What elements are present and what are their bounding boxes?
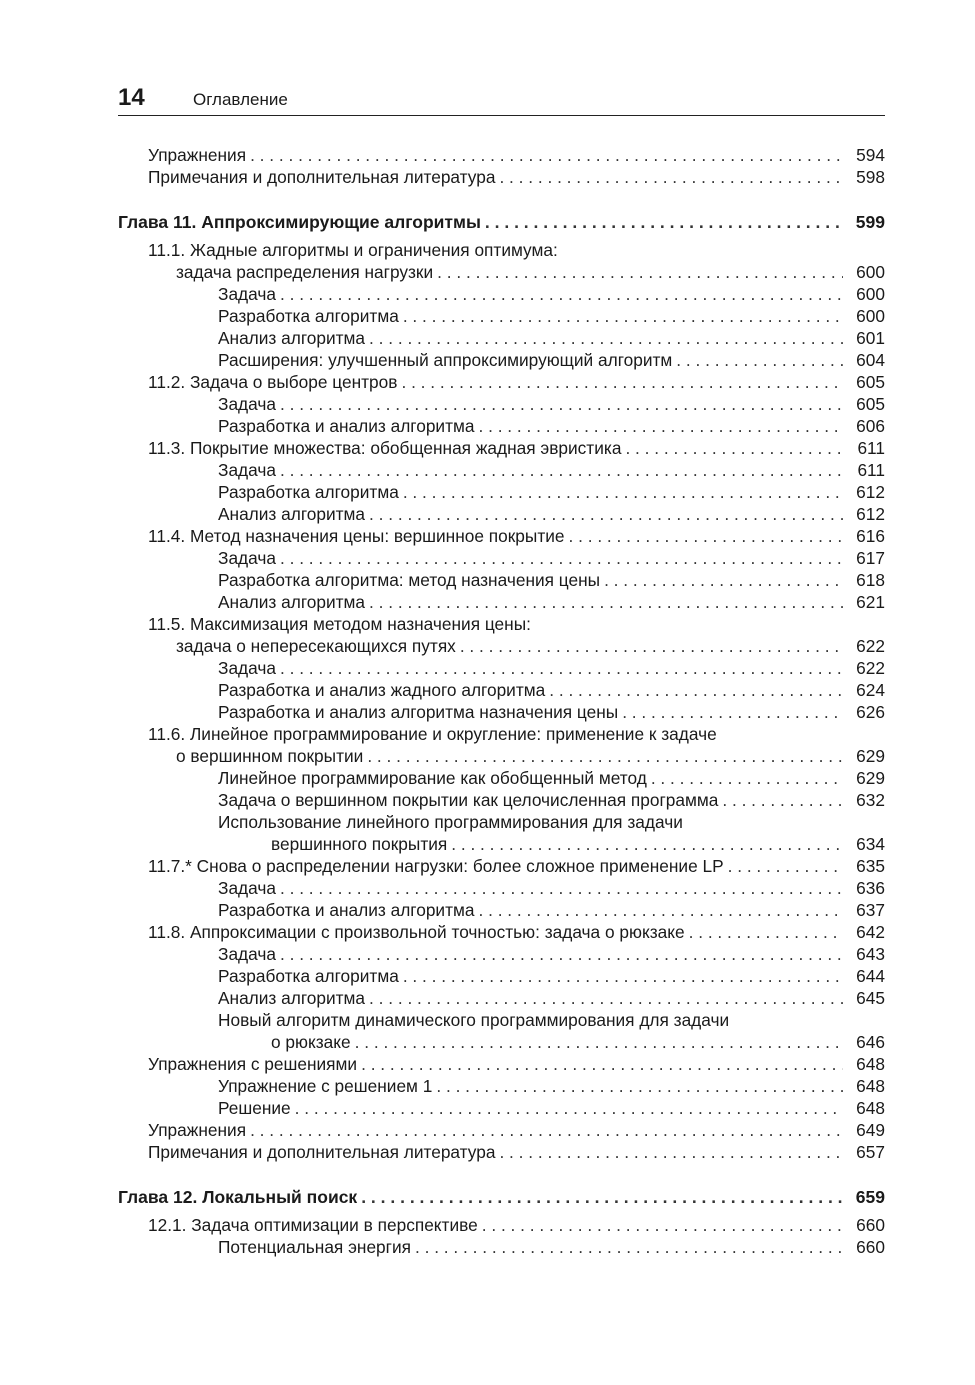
dot-leader: [367, 745, 843, 767]
dot-leader: [482, 1214, 843, 1236]
toc-page-number: 648: [843, 1075, 885, 1097]
toc-entry: [118, 1119, 885, 1141]
toc-entry-title: Анализ алгоритма: [218, 327, 369, 349]
dot-leader: [479, 415, 844, 437]
dot-leader: [403, 305, 843, 327]
toc-entry-title: вершинного покрытия: [271, 833, 451, 855]
toc-page-number: 611: [843, 459, 885, 481]
toc-entry: [118, 503, 885, 525]
dot-leader: [569, 525, 843, 547]
toc-entry-title: Разработка и анализ алгоритма: [218, 899, 479, 921]
toc-entry: [118, 745, 885, 767]
toc-page-number: 644: [843, 965, 885, 987]
toc-page-number: 648: [843, 1053, 885, 1075]
toc-entry-title: Решение: [218, 1097, 295, 1119]
toc-entry-title: Потенциальная энергия: [218, 1236, 415, 1258]
toc-entry-title: 11.4. Метод назначения цены: вершинное покрытие: [148, 525, 569, 547]
toc-entry-title: Разработка алгоритма: [218, 305, 403, 327]
toc-entry: [118, 1141, 885, 1163]
toc-entry-title: Анализ алгоритма: [218, 503, 369, 525]
toc-entry: [118, 899, 885, 921]
toc-page-number: 660: [843, 1236, 885, 1258]
dot-leader: [689, 921, 843, 943]
toc-entry: [118, 261, 885, 283]
toc-entry: [118, 305, 885, 327]
toc-entry: [118, 415, 885, 437]
toc-entry-title: задача распределения нагрузки: [176, 261, 437, 283]
toc-entry: [118, 657, 885, 679]
toc-entry-title: Использование линейного программирования для задачи: [218, 811, 687, 833]
dot-leader: [549, 679, 843, 701]
dot-leader: [250, 144, 843, 166]
dot-leader: [280, 459, 843, 481]
toc-entry-title: Разработка и анализ алгоритма назначения цены: [218, 701, 622, 723]
toc-entry-title: 11.1. Жадные алгоритмы и ограничения оптимума:: [148, 239, 562, 261]
toc-page-number: 617: [843, 547, 885, 569]
dot-leader: [280, 657, 843, 679]
toc-entry: [118, 459, 885, 481]
toc-page-number: 618: [843, 569, 885, 591]
dot-leader: [479, 899, 844, 921]
toc-entry-title: Глава 12. Локальный поиск: [118, 1186, 361, 1208]
toc-entry-title: 11.6. Линейное программирование и округление: применение к задаче: [148, 723, 721, 745]
dot-leader: [651, 767, 843, 789]
toc-entry: [118, 327, 885, 349]
toc-page-number: 648: [843, 1097, 885, 1119]
toc-entry-title: 11.5. Максимизация методом назначения цены:: [148, 613, 535, 635]
toc-page-number: 621: [843, 591, 885, 613]
toc-entry: [118, 701, 885, 723]
toc-page-number: 632: [843, 789, 885, 811]
toc-entry-title: Анализ алгоритма: [218, 987, 369, 1009]
toc-entry: [118, 679, 885, 701]
toc-page-number: 605: [843, 393, 885, 415]
toc-page-number: 598: [843, 166, 885, 188]
toc-entry-title: Задача: [218, 393, 280, 415]
toc-entry-title: Расширения: улучшенный аппроксимирующий алгоритм: [218, 349, 676, 371]
dot-leader: [722, 789, 843, 811]
dot-leader: [280, 283, 843, 305]
dot-leader: [401, 371, 843, 393]
toc-entry: [118, 921, 885, 943]
toc-page-number: 660: [843, 1214, 885, 1236]
toc-entry-title: задача о непересекающихся путях: [176, 635, 460, 657]
toc-page-number: 612: [843, 503, 885, 525]
toc-entry-title: 11.8. Аппроксимации с произвольной точностью: задача о рюкзаке: [148, 921, 689, 943]
dot-leader: [604, 569, 843, 591]
toc-entry-title: Глава 11. Аппроксимирующие алгоритмы: [118, 211, 485, 233]
toc-entry-title: Новый алгоритм динамического программирования для задачи: [218, 1009, 733, 1031]
toc-page-number: 616: [843, 525, 885, 547]
toc-page-number: 624: [843, 679, 885, 701]
toc-entry: [118, 239, 885, 261]
toc-page-number: 649: [843, 1119, 885, 1141]
toc-entry-title: Разработка и анализ жадного алгоритма: [218, 679, 549, 701]
toc-page-number: 594: [843, 144, 885, 166]
toc-page-number: 622: [843, 657, 885, 679]
toc-page-number: 612: [843, 481, 885, 503]
toc-page-number: 629: [843, 745, 885, 767]
dot-leader: [280, 547, 843, 569]
dot-leader: [369, 327, 843, 349]
toc-page-number: 611: [843, 437, 885, 459]
toc-page-number: 600: [843, 283, 885, 305]
toc-entry: [118, 1053, 885, 1075]
toc-page-number: 600: [843, 305, 885, 327]
toc-entry-title: о рюкзаке: [271, 1031, 355, 1053]
toc-entry: [118, 635, 885, 657]
toc-entry-title: Разработка алгоритма: метод назначения цены: [218, 569, 604, 591]
dot-leader: [437, 261, 843, 283]
toc-entry-title: Разработка и анализ алгоритма: [218, 415, 479, 437]
toc-entry: [118, 166, 885, 188]
dot-leader: [250, 1119, 843, 1141]
toc-entry: [118, 371, 885, 393]
dot-leader: [403, 481, 843, 503]
toc-page-number: 605: [843, 371, 885, 393]
toc-entry: [118, 547, 885, 569]
dot-leader: [728, 855, 843, 877]
toc-entry-title: Упражнения: [148, 1119, 250, 1141]
toc-entry: [118, 481, 885, 503]
toc-page-number: 629: [843, 767, 885, 789]
toc-page-number: 643: [843, 943, 885, 965]
toc-entry-title: Упражнение с решением 1: [218, 1075, 436, 1097]
toc-page-number: 645: [843, 987, 885, 1009]
toc-entry: [118, 613, 885, 635]
toc-page-number: 636: [843, 877, 885, 899]
toc-entry: [118, 855, 885, 877]
dot-leader: [355, 1031, 843, 1053]
toc-entry-title: 11.7.* Снова о распределении нагрузки: более сложное применение LP: [148, 855, 728, 877]
toc-entry: [118, 767, 885, 789]
toc-page-number: 622: [843, 635, 885, 657]
toc-entry-title: 11.2. Задача о выборе центров: [148, 371, 401, 393]
toc-entry: [118, 723, 885, 745]
page-number: 14: [118, 84, 145, 111]
toc-entry-title: Анализ алгоритма: [218, 591, 369, 613]
toc-page-number: 646: [843, 1031, 885, 1053]
toc-entry-title: Задача: [218, 877, 280, 899]
dot-leader: [369, 987, 843, 1009]
toc-page-number: 606: [843, 415, 885, 437]
toc-entry: [118, 1009, 885, 1031]
dot-leader: [625, 437, 843, 459]
dot-leader: [415, 1236, 843, 1258]
toc-entry: [118, 525, 885, 547]
toc-entry: [118, 393, 885, 415]
dot-leader: [499, 166, 843, 188]
toc-chapter-entry: [118, 211, 885, 233]
toc-chapter-entry: [118, 1186, 885, 1208]
toc-entry: [118, 1097, 885, 1119]
toc-entry: [118, 591, 885, 613]
dot-leader: [622, 701, 843, 723]
toc-entry: [118, 144, 885, 166]
toc-entry-title: Упражнения: [148, 144, 250, 166]
toc-entry: [118, 833, 885, 855]
toc-entry-title: Разработка алгоритма: [218, 965, 403, 987]
toc-entry-title: Задача: [218, 943, 280, 965]
toc-entry-title: 12.1. Задача оптимизации в перспективе: [148, 1214, 482, 1236]
toc-entry: [118, 877, 885, 899]
toc-entry-title: Примечания и дополнительная литература: [148, 1141, 499, 1163]
toc-entry-title: Задача: [218, 283, 280, 305]
toc-entry-title: Задача: [218, 547, 280, 569]
toc-entry: [118, 349, 885, 371]
dot-leader: [361, 1053, 843, 1075]
toc-entry: [118, 437, 885, 459]
dot-leader: [499, 1141, 843, 1163]
toc-page-number: 600: [843, 261, 885, 283]
dot-leader: [369, 503, 843, 525]
toc-entry-title: 11.3. Покрытие множества: обобщенная жадная эвристика: [148, 437, 625, 459]
running-title: Оглавление: [193, 90, 288, 109]
toc-entry: [118, 569, 885, 591]
dot-leader: [280, 393, 843, 415]
toc-page-number: 637: [843, 899, 885, 921]
toc-page-number: 634: [843, 833, 885, 855]
dot-leader: [485, 211, 843, 233]
toc-page-number: 642: [843, 921, 885, 943]
dot-leader: [451, 833, 843, 855]
toc-entry-title: Задача: [218, 657, 280, 679]
toc-entry: [118, 283, 885, 305]
dot-leader: [460, 635, 843, 657]
page-header: [118, 84, 885, 116]
dot-leader: [295, 1097, 843, 1119]
toc-entry: [118, 1214, 885, 1236]
toc-page-number: 604: [843, 349, 885, 371]
table-of-contents: [118, 144, 885, 1258]
dot-leader: [369, 591, 843, 613]
toc-entry-title: Разработка алгоритма: [218, 481, 403, 503]
toc-page-number: 659: [843, 1186, 885, 1208]
toc-entry: [118, 1236, 885, 1258]
dot-leader: [436, 1075, 843, 1097]
toc-entry: [118, 1075, 885, 1097]
dot-leader: [280, 943, 843, 965]
toc-entry: [118, 943, 885, 965]
toc-entry-title: Задача о вершинном покрытии как целочисленная программа: [218, 789, 722, 811]
dot-leader: [361, 1186, 843, 1208]
toc-entry: [118, 1031, 885, 1053]
dot-leader: [676, 349, 843, 371]
toc-page-number: 657: [843, 1141, 885, 1163]
toc-page-number: 601: [843, 327, 885, 349]
toc-entry: [118, 965, 885, 987]
toc-entry-title: Задача: [218, 459, 280, 481]
toc-entry: [118, 811, 885, 833]
dot-leader: [403, 965, 843, 987]
toc-entry-title: Линейное программирование как обобщенный метод: [218, 767, 651, 789]
toc-entry: [118, 987, 885, 1009]
toc-page-number: 635: [843, 855, 885, 877]
toc-entry: [118, 789, 885, 811]
dot-leader: [280, 877, 843, 899]
toc-entry-title: Упражнения с решениями: [148, 1053, 361, 1075]
toc-page-number: 626: [843, 701, 885, 723]
toc-page-number: 599: [843, 211, 885, 233]
toc-entry-title: Примечания и дополнительная литература: [148, 166, 499, 188]
toc-entry-title: о вершинном покрытии: [176, 745, 367, 767]
